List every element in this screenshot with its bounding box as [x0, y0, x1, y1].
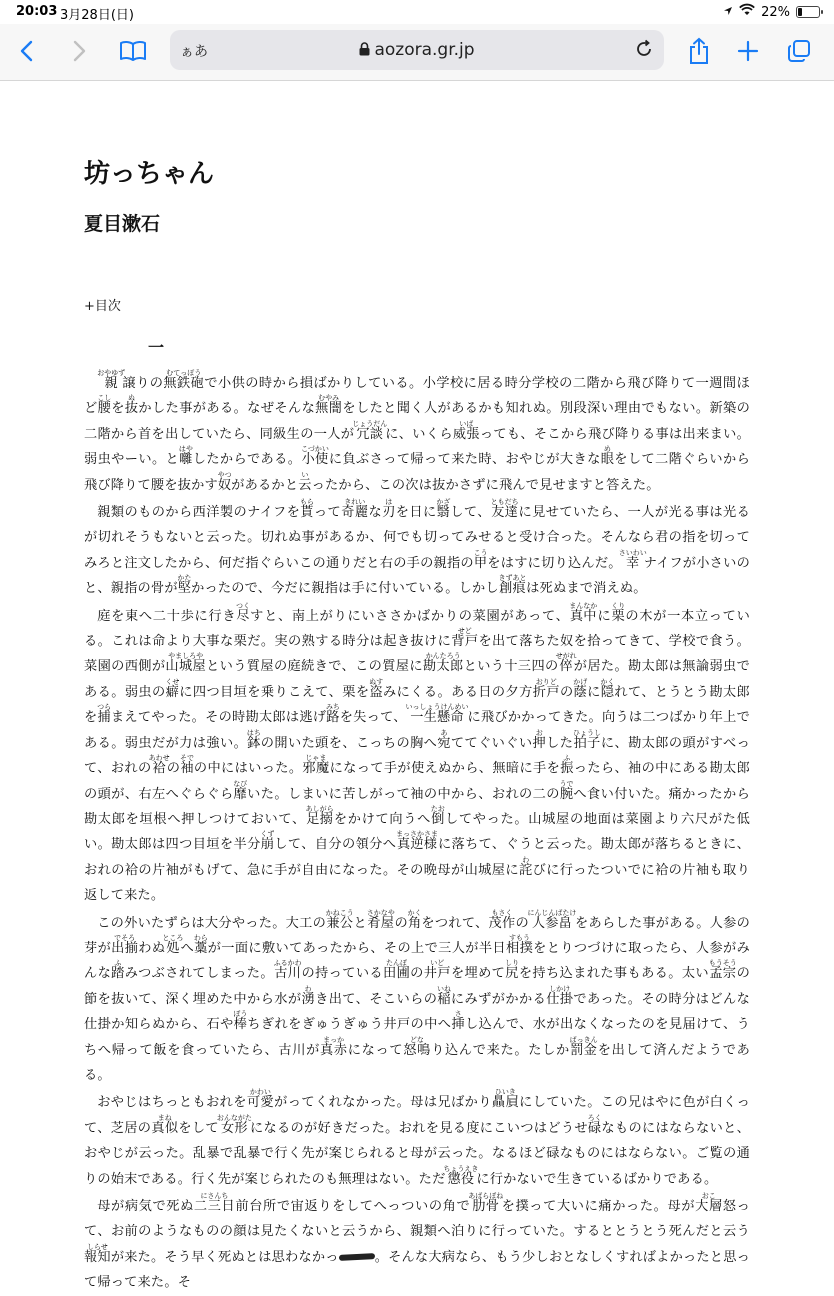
- forward-icon[interactable]: [62, 34, 96, 68]
- paragraph: 庭を東へ二十歩に行き尽つくすと、南上がりにいささかばかりの菜園があって、真中まんなかに栗くりの木が一本立っている。これは命より大事な栗だ。実の熟する時分は起き抜けに背戸せどを出て落ちた奴を拾ってきて、学校で食う。菜園の西側が山城屋やましろやという質屋の庭続きで、この質屋に勘太郎かんたろうという十三四の倅せがれが居た。勘太郎は無論弱虫である。弱虫の癖くせに四つ目垣を乗りこえて、栗を盗ぬすみにくる。ある日の夕方折戸おりどの蔭かげに隠かくれて、とうとう勘太郎を捕つらまえてやった。その時勘太郎は逃げ路みちを失って、一生懸命いっしょうけんめいに飛びかかってきた。向うは二つばかり年上である。弱虫だが力は強い。鉢はちの開いた頭を、こっちの胸へ宛あててぐいぐい押おした拍子ひょうしに、勘太郎の頭がすべって、おれの袷あわせの袖そでの中にはいった。邪魔じゃまになって手が使えぬから、無暗に手を振ふったら、袖の中にある勘太郎の頭が、右左へぐらぐら靡なびいた。しまいに苦しがって袖の中から、おれの二の腕うでへ食い付いた。痛かったから勘太郎を垣根へ押しつけておいて、足搦あしがらをかけて向うへ倒たおしてやった。山城屋の地面は菜園より六尺がた低い。勘太郎は四つ目垣を半分崩くずして、自分の領分へ真逆様まっさかさまに落ちて、ぐうと云った。勘太郎が落ちるときに、おれの袷の片袖がもげて、急に手が自由になった。その晩母が山城屋に詫わびに行ったついでに袷の片袖も取り返して来た。: [84, 601, 751, 904]
- status-date: 3月28日(日): [60, 8, 134, 23]
- web-page-content: [0, 81, 834, 1291]
- reload-icon[interactable]: [634, 39, 654, 63]
- paragraph: 親おやゆず譲りの無鉄砲むてっぽうで小供の時から損ばかりしている。小学校に居る時分学校の二階から飛び降りて一週間ほど腰こしを抜ぬかした事がある。なぜそんな無闇むやみをしたと聞く人があるかも知れぬ。別段深い理由でもない。新築の二階から首を出していたら、同級生の一人が冗談じょうだんに、いくら威張いばっても、そこから飛び降りる事は出来まい。弱虫やーい。と囃はやしたからである。小使こづかいに負ぶさって帰って来た時、おやじが大きな眼めをして二階ぐらいから飛び降りて腰を抜かす奴やつがあるかと云いったから、この次は抜かさずに飛んで見せますと答えた。: [84, 369, 751, 493]
- url-display[interactable]: [170, 40, 664, 61]
- paragraph: 親類のものから西洋製のナイフを貰もらって奇麗きれいな刃はを日に翳かざして、友達ともだちに見せていたら、一人が光る事は光るが切れそうもないと云った。切れぬ事があるか、何でも切ってみせると受け合った。そんなら君の指を切ってみろと注文したから、何だ指ぐらいこの通りだと右の手の親指の甲こうをはすに切り込んだ。幸さいわいナイフが小さいのと、親指の骨が堅かたかったので、今だに親指は手に付いている。しかし創痕きずあとは死ぬまで消えぬ。: [84, 498, 750, 597]
- toc-link[interactable]: +目次: [84, 299, 121, 314]
- book-text: [84, 369, 750, 1296]
- paragraph: おやじはちっともおれを可愛かわいがってくれなかった。母は兄ばかり贔屓ひいきにしていた。この兄はやに色が白くって、芝居の真似まねをして女形おんながたになるのが好きだった。おれを見る度にこいつはどうせ碌ろくなものにはならないと、おやじが云った。乱暴で乱暴で行く先が案じられると母が云った。なるほど碌なものにはならない。ご覧の通りの始末である。行く先が案じられたのも無理はない。ただ懲役ちょうえきに行かないで生きているばかりである。: [84, 1088, 751, 1187]
- book-author: 夏目漱石: [84, 213, 161, 235]
- new-tab-icon[interactable]: [731, 34, 765, 68]
- status-time: 20:03: [16, 4, 58, 19]
- tabs-icon[interactable]: [782, 34, 816, 68]
- battery-icon: [796, 6, 820, 18]
- address-bar[interactable]: [170, 30, 664, 70]
- status-right: [723, 4, 820, 20]
- bookmarks-icon[interactable]: [116, 34, 150, 68]
- browser-toolbar: [0, 24, 834, 81]
- paragraph: 母が病気で死ぬ二三日にさんち前台所で宙返りをしてへっついの角で肋骨あばらぼねを撲って大いに痛かった。母が大層おこ怒って、お前のようなものの顔は見たくないと云うから、親類へ泊りに行っていた。するととうとう死んだと云う報知しらせが来た。そう早く死ぬとは思わなかっ 。そんな大病なら、もう少しおとなしくすればよかったと思って帰って来た。そ: [84, 1192, 750, 1291]
- reader-settings-button[interactable]: ぁあ: [180, 44, 208, 60]
- battery-percent: 22%: [761, 4, 790, 20]
- wifi-icon: [739, 4, 755, 20]
- paragraph: この外いたずらは大分やった。大工の兼公かねこうと肴屋さかなやの角かくをつれて、茂作もさくの人参畠にんじんばたけをあらした事がある。人参の芽が出揃でそろわぬ処ところへ藁わらが一面に敷いてあったから、その上で三人が半日相撲すもうをとりつづけに取ったら、人参がみんな踏ふみつぶされてしまった。古川ふるかわの持っている田圃たんぼの井戸いどを埋めて尻しりを持ち込まれた事もある。太い孟宗もうそうの節を抜いて、深く埋めた中から水が湧わき出て、そこいらの稲いねにみずがかかる仕掛しかけであった。その時分はどんな仕掛か知らぬから、石や棒ぼうちぎれをぎゅうぎゅう井戸の中へ挿さし込んで、水が出なくなったのを見届けて、うちへ帰って飯を食っていたら、古川が真赤まっかになって怒鳴どなり込んで来た。たしか罰金ばっきんを出して済んだようである。: [84, 908, 750, 1083]
- share-icon[interactable]: [682, 34, 716, 68]
- status-bar: [0, 0, 834, 24]
- book-title: 坊っちゃん: [84, 159, 215, 189]
- back-icon[interactable]: [10, 34, 44, 68]
- url-text: aozora.gr.jp: [374, 40, 475, 60]
- chapter-heading: 一: [148, 338, 165, 357]
- lock-icon: [359, 41, 370, 61]
- location-icon: [723, 5, 733, 20]
